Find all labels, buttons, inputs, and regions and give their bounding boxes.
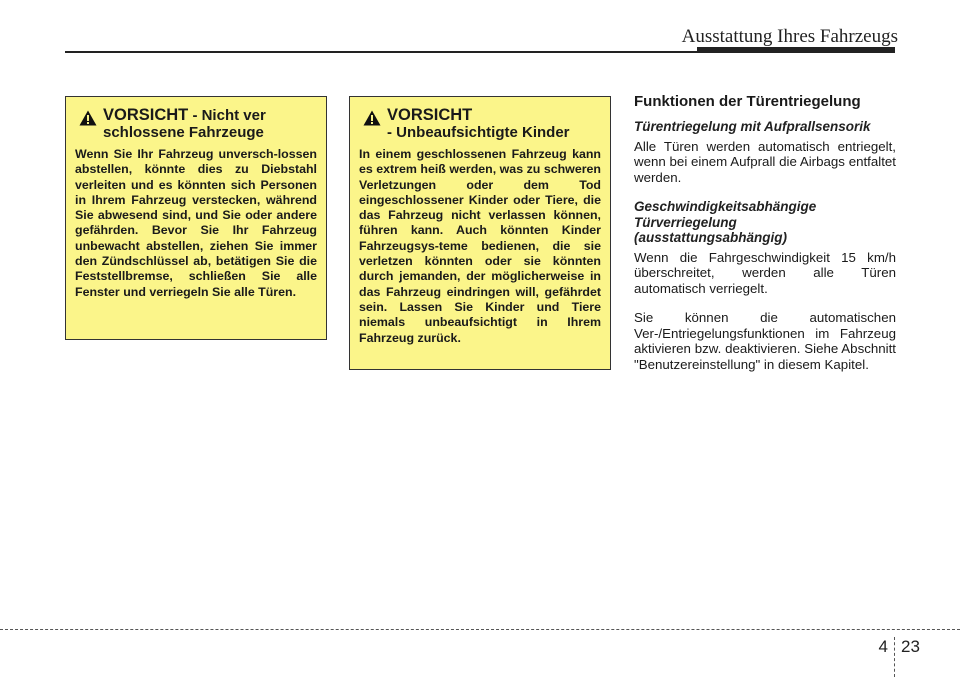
paragraph-speed-lock: Wenn die Fahrgeschwindigkeit 15 km/h überschreitet, werden alle Türen automatisch verriegelt. [634, 249, 896, 296]
caution-label: VORSICHT [103, 106, 189, 124]
caution-subtitle: - Unbeaufsichtigte Kinder [387, 124, 570, 141]
header-rule [65, 51, 697, 53]
caution-body: Wenn Sie Ihr Fahrzeug unversch-lossen abstellen, könnte dies zu Diebstahl verleiten und es könnten sich Personen in Ihrem Fahrzeug verstecken, während Sie abwesend sind, und Sie oder andere gefährden. Bevor Sie Ihr Fahrzeug unbewacht abstellen, ziehen Sie immer den Zündschlüssel ab, betätigen Sie die Feststellbremse, schließen Sie alle Fenster und verriegeln Sie alle Türen. [75, 147, 317, 299]
caution-subtitle-cont: schlossene Fahrzeuge [103, 124, 264, 141]
subheading-speed-lock [634, 199, 896, 246]
warning-triangle-icon [363, 110, 381, 126]
page-number: 23 [901, 637, 920, 656]
caution-subtitle: - Nicht ver [192, 107, 266, 124]
door-unlock-section [634, 93, 896, 386]
caution-heading [75, 107, 317, 141]
paragraph-crash-unlock: Alle Türen werden automatisch entriegelt, wenn bei einem Aufprall die Airbags entfaltet werden. [634, 138, 896, 185]
chapter-number: 4 [878, 637, 888, 656]
caution-label: VORSICHT [387, 106, 473, 124]
section-title: Funktionen der Türentriegelung [634, 93, 861, 110]
caution-body: In einem geschlossenen Fahrzeug kann es extrem heiß werden, was zu schweren Verletzungen oder dem Tod eingeschlossener Kinder oder Tiere, die das Fahrzeug nicht verlassen können, führen kann. Auch könnten Kinder Fahrzeugsys-teme bedienen, die sie verletzen könnten oder sie könnten durch jemanden, der möglicherweise in das Fahrzeug eindringen will, gefährdet sein. Lassen Sie Kinder und Tiere niemals unbeaufsichtigt in Ihrem Fahrzeug zurück. [359, 147, 601, 345]
caution-box-unlocked-vehicle [65, 96, 327, 340]
footer-rule [0, 629, 960, 630]
subheading-line: Türverriegelung [634, 214, 737, 230]
warning-triangle-icon [79, 110, 97, 126]
subheading-line: Geschwindigkeitsabhängige [634, 199, 817, 214]
running-header: Ausstattung Ihres Fahrzeugs [681, 26, 898, 47]
footer-divider [894, 637, 895, 677]
caution-box-unattended-children [349, 96, 611, 370]
subheading-line: (ausstattungsabhängig) [634, 230, 788, 245]
caution-heading [359, 107, 601, 141]
paragraph-settings-note: Sie können die automatischen Ver-/Entriegelungsfunktionen im Fahrzeug aktivieren bzw. deaktivieren. Siehe Abschnitt "Benutzereinstellung" in diesem Kapitel. [634, 310, 896, 372]
header-rule-accent [697, 47, 895, 53]
subheading-crash-unlock: Türentriegelung mit Aufprallsensorik [634, 119, 871, 134]
